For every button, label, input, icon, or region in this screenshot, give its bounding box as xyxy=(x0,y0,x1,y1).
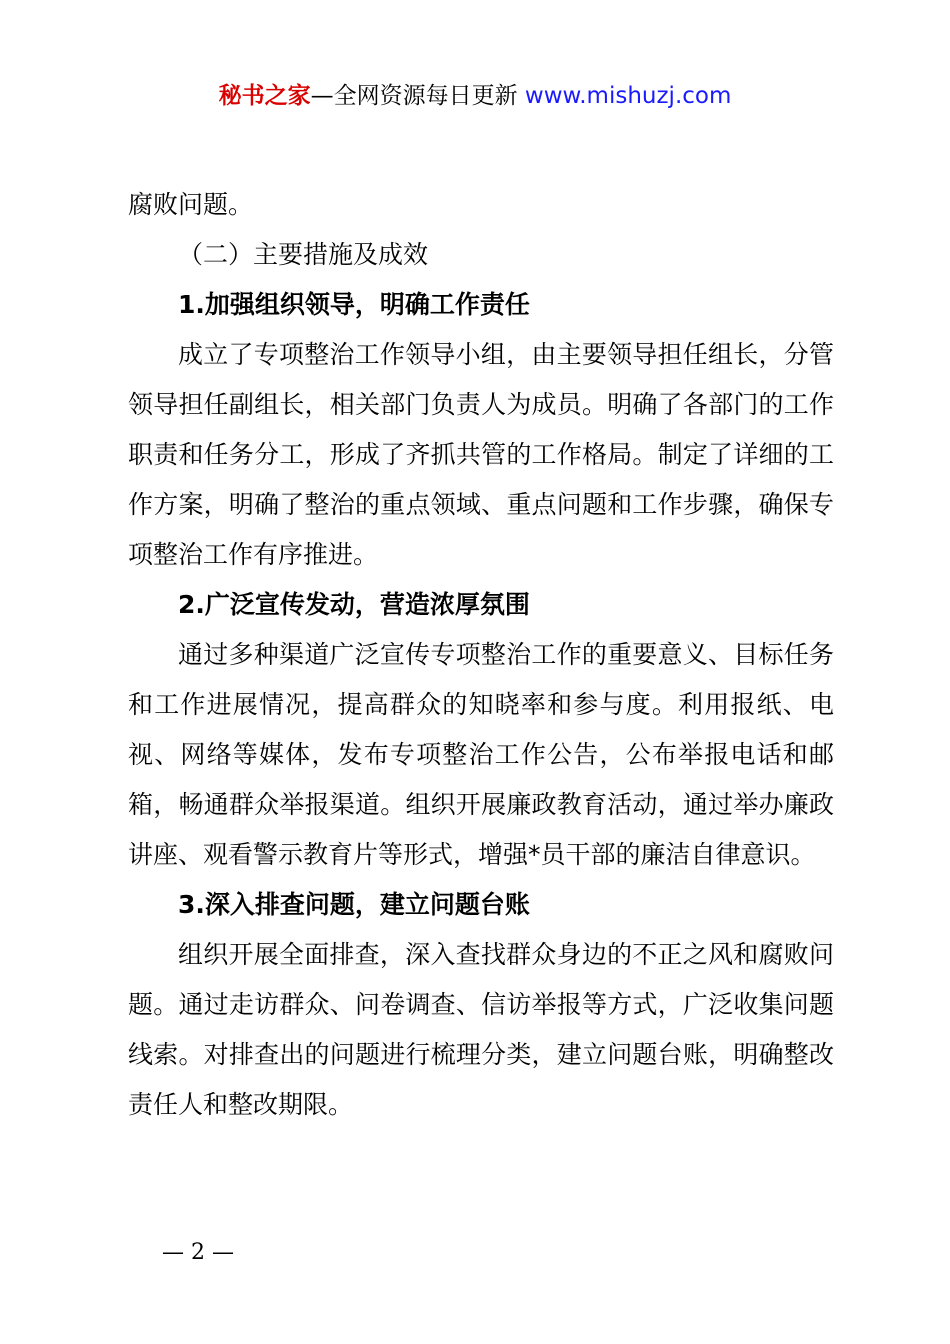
page-number: — 2 — xyxy=(162,1240,234,1265)
paragraph-1: 成立了专项整治工作领导小组，由主要领导担任组长，分管领导担任副组长，相关部门负责人为成员。明确了各部门的工作职责和任务分工，形成了齐抓共管的工作格局。制定了详细的工作方案，明确了整治的重点领域、重点问题和工作步骤，确保专项整治工作有序推进。 xyxy=(128,340,834,569)
site-url[interactable]: www.mishuzj.com xyxy=(524,83,732,109)
paragraph-2: 通过多种渠道广泛宣传专项整治工作的重要意义、目标任务和工作进展情况，提高群众的知晓率和参与度。利用报纸、电视、网络等媒体，发布专项整治工作公告，公布举报电话和邮箱，畅通群众举报渠道。组织开展廉政教育活动，通过举办廉政讲座、观看警示教育片等形式，增强*员干部的廉洁自律意识。 xyxy=(128,640,834,869)
subheading-2: 2.广泛宣传发动，营造浓厚氛围 xyxy=(178,590,530,619)
subheading-1: 1.加强组织领导，明确工作责任 xyxy=(178,290,530,319)
paragraph-continuation: 腐败问题。 xyxy=(128,190,254,219)
site-tagline: —全网资源每日更新 xyxy=(310,83,525,109)
site-brand: 秘书之家 xyxy=(218,83,311,109)
paragraph-3: 组织开展全面排查，深入查找群众身边的不正之风和腐败问题。通过走访群众、问卷调查、信访举报等方式，广泛收集问题线索。对排查出的问题进行梳理分类，建立问题台账，明确整改责任人和整改期限。 xyxy=(128,940,834,1119)
subheading-3: 3.深入排查问题，建立问题台账 xyxy=(178,890,530,919)
section-heading: （二）主要措施及成效 xyxy=(178,240,429,269)
document-body xyxy=(128,180,834,1130)
site-header xyxy=(0,78,950,114)
